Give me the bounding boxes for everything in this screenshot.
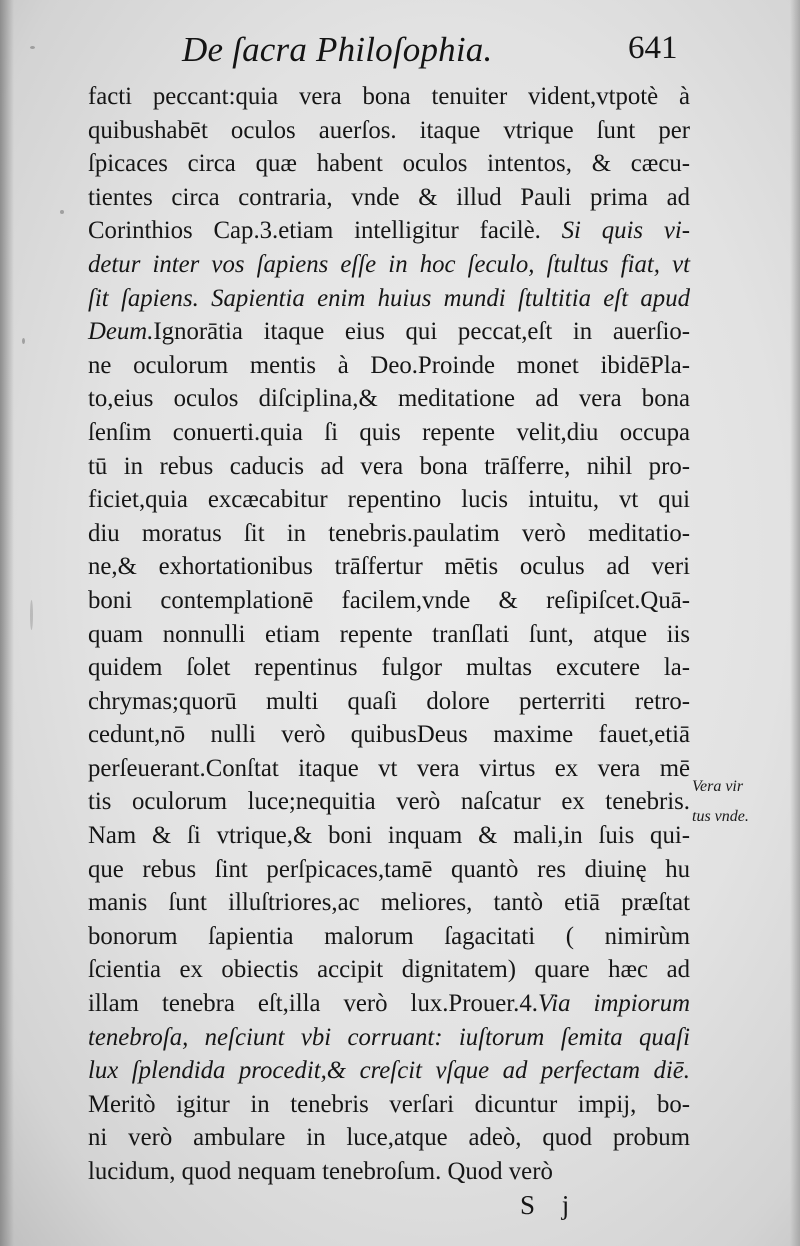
text-line: [88, 416, 690, 450]
running-title: De ſacra Philoſophia.: [182, 30, 493, 69]
text-run: ſpicaces circa quæ habent oculos intentos, & cæcu-: [88, 150, 690, 178]
italic-text-run: Deum.: [88, 318, 154, 346]
text-run: lucidum, quod nequam tenebroſum. Quod verò: [88, 1158, 553, 1185]
text-run: que rebus ſint perſpicaces,tamē quantò res diuinę hu: [88, 855, 690, 883]
signature-mark: S j: [520, 1190, 580, 1220]
text-line: [88, 685, 690, 719]
text-run: ne,& exhortationibus trāſfertur mētis oculus ad veri: [88, 553, 690, 581]
text-line: [88, 483, 690, 517]
text-line: [88, 752, 690, 786]
italic-text-run: ſit ſapiens. Sapientia enim huius mundi ſtultitia eſt apud: [88, 284, 690, 312]
text-line: [88, 618, 690, 652]
text-run: tū in rebus caducis ad vera bona trāſferre, nihil pro-: [88, 452, 690, 480]
text-line: [88, 181, 690, 215]
text-run: to,eius oculos diſciplina,& meditatione ad vera bona: [88, 385, 690, 413]
marginal-note-line: tus vnde.: [692, 808, 749, 825]
page-number: 641: [628, 30, 678, 66]
text-line: [88, 214, 690, 248]
text-line: [88, 114, 690, 148]
text-run: ſcientia ex obiectis accipit dignitatem) quare hæc ad: [88, 956, 690, 984]
text-line: [88, 718, 690, 752]
marginal-note-line: Vera vir: [692, 778, 744, 795]
text-line: [88, 382, 690, 416]
text-run: facti peccant:quia vera bona tenuiter vident,vtpotè à: [88, 83, 690, 110]
text-run: ne oculorum mentis à Deo.Proinde monet ibidēPla-: [88, 351, 690, 379]
text-line: [88, 920, 690, 954]
text-line: [88, 349, 690, 383]
paper-speck: [22, 338, 25, 344]
text-line: [88, 953, 690, 987]
paper-speck: [30, 600, 33, 630]
paper-speck: [60, 210, 64, 214]
text-run: chrymas;quorū multi quaſi dolore perterriti retro-: [88, 687, 690, 715]
text-run: quam nonnulli etiam repente tranſlati ſunt, atque iis: [88, 620, 690, 648]
binding-shadow: [0, 0, 14, 1246]
text-run: illam tenebra eſt,illa verò lux.Prouer.4.: [88, 990, 538, 1018]
text-line: [88, 282, 690, 316]
text-line: [88, 450, 690, 484]
text-line: [88, 819, 690, 853]
text-run: bonorum ſapientia malorum ſagacitati ( nimirùm: [88, 922, 690, 950]
text-run: ficiet,quia excæcabitur repentino lucis intuitu, vt qui: [88, 486, 690, 514]
text-run: Nam & ſi vtrique,& boni inquam & mali,in ſuis qui-: [88, 822, 690, 850]
italic-text-run: lux ſplendida procedit,& creſcit vſque ad perfectam diē.: [88, 1057, 690, 1085]
italic-text-run: Via impiorum: [537, 990, 690, 1018]
text-run: cedunt,nō nulli verò quibusDeus maxime fauet,etiā: [88, 721, 690, 749]
text-line: [88, 248, 690, 282]
text-run: ſenſim conuerti.quia ſi quis repente velit,diu occupa: [88, 418, 690, 446]
text-line: [88, 785, 690, 819]
text-run: boni contemplationē facilem,vnde & reſipiſcet.Quā-: [88, 586, 690, 614]
text-run: tis oculorum luce;nequitia verò naſcatur ex tenebris.: [88, 788, 690, 816]
italic-text-run: tenebroſa, neſciunt vbi corruant: iuſtorum ſemita quaſi: [88, 1023, 690, 1051]
text-run: quibushabēt oculos auerſos. itaque vtrique ſunt per: [88, 116, 690, 144]
text-run: perſeuerant.Conſtat itaque vt vera virtus ex vera mē: [88, 754, 690, 782]
text-line: [88, 987, 690, 1021]
page-edge-shadow: [790, 0, 800, 1246]
page-header: [0, 0, 800, 82]
text-run: Ignorātia itaque eius qui peccat,eſt in auerſio-: [153, 318, 690, 346]
italic-text-run: detur inter vos ſapiens eſſe in hoc ſeculo, ſtultus fiat, vt: [88, 250, 690, 278]
marginal-note: [692, 772, 792, 832]
text-run: tientes circa contraria, vnde & illud Pauli prima ad: [88, 183, 690, 211]
text-run: quidem ſolet repentinus fulgor multas excutere la-: [88, 654, 690, 682]
text-line: [88, 1054, 690, 1088]
text-line: [88, 315, 690, 349]
text-line: [88, 853, 690, 887]
text-line: [88, 147, 690, 181]
text-line: [88, 1088, 690, 1122]
text-line: [88, 1021, 690, 1055]
text-run: manis ſunt illuſtriores,ac meliores, tantò etiā præſtat: [88, 889, 690, 917]
text-run: ni verò ambulare in luce,atque adeò, quod probum: [88, 1124, 690, 1152]
text-line: [88, 1121, 690, 1155]
text-run: Meritò igitur in tenebris verſari dicuntur impij, bo-: [88, 1090, 690, 1118]
text-run: diu moratus ſit in tenebris.paulatim verò meditatio-: [88, 519, 690, 547]
text-line: [88, 1155, 690, 1189]
italic-text-run: Si quis vi-: [561, 217, 690, 245]
text-run: Corinthios Cap.3.etiam intelligitur facilè.: [88, 217, 562, 245]
body-text: [88, 80, 690, 1189]
text-line: [88, 550, 690, 584]
text-line: [88, 517, 690, 551]
text-line: [88, 651, 690, 685]
text-line: [88, 584, 690, 618]
text-line: [88, 80, 690, 114]
text-line: [88, 886, 690, 920]
